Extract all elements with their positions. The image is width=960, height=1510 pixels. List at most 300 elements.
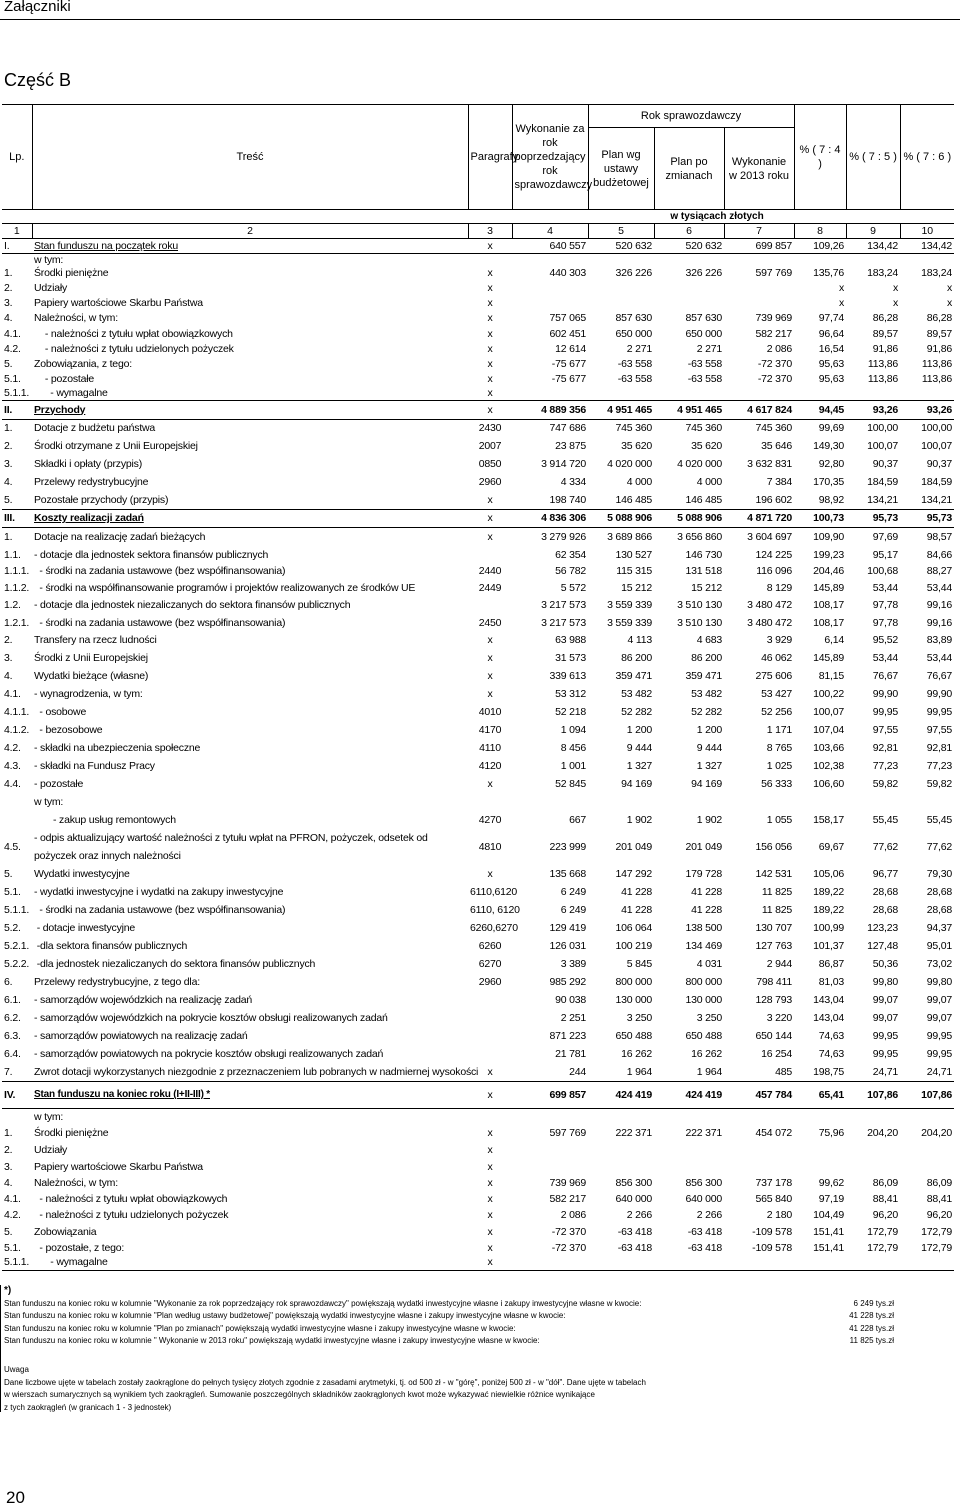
row-pct-7-6: 99,07 xyxy=(926,994,953,1006)
row-wykonanie-2013: 142 531 xyxy=(755,868,793,880)
row-text: - dotacje dla jednostek niezaliczanych do sektora finansów publicznych xyxy=(34,599,351,611)
row-wykonanie-2013: 457 784 xyxy=(724,1081,794,1108)
footnote-text: Stan funduszu na koniec roku w kolumnie "Plan po zmianach" powiększają wydatki inwestycyjne własne i zakupy inwestycyjne własne w kwocie: xyxy=(4,1323,516,1333)
row-pct-7-6: 59,82 xyxy=(926,778,953,790)
row-text: -dla sektora finansów publicznych xyxy=(34,940,188,952)
row-paragraf: 2450 xyxy=(478,616,502,629)
row-text: Zobowiązania xyxy=(34,1225,97,1238)
row-wykonanie-2013 xyxy=(724,254,794,267)
row-pct-7-5 xyxy=(846,1108,900,1125)
row-text: - pozostałe xyxy=(34,372,95,385)
row-text: - bezosobowe xyxy=(34,724,103,736)
row-pct-7-4 xyxy=(794,1158,846,1175)
row-wykonanie-2013: -109 578 xyxy=(752,1241,793,1254)
row-plan-zmianach: 179 728 xyxy=(685,868,722,880)
row-text: Wydatki bieżące (własne) xyxy=(34,670,149,682)
row-plan-zmianach xyxy=(654,793,724,811)
row-pct-7-6: 24,71 xyxy=(926,1065,953,1078)
row-plan-zmianach: 35 620 xyxy=(691,440,722,452)
row-wykonanie-2013 xyxy=(724,1141,794,1158)
column-number: 8 xyxy=(794,224,846,239)
row-text xyxy=(32,1081,468,1108)
row-pct-7-6: 204,20 xyxy=(921,1127,953,1139)
row-plan-zmianach: 745 360 xyxy=(685,422,722,435)
row-wykonanie-prev: 4 334 xyxy=(560,476,586,488)
row-wykonanie-2013: 3 929 xyxy=(766,634,793,646)
row-pct-7-4: 95,63 xyxy=(818,372,845,385)
row-pct-7-4: 86,87 xyxy=(818,958,845,970)
row-pct-7-6: 92,81 xyxy=(926,742,953,754)
row-wykonanie-prev: 198 740 xyxy=(549,493,586,506)
row-lp xyxy=(2,793,32,811)
row-lp: 6.2. xyxy=(4,1012,21,1024)
row-pct-7-6: 99,16 xyxy=(926,616,953,629)
row-wykonanie-prev: 12 614 xyxy=(555,342,586,355)
row-plan-zmianach xyxy=(654,1255,724,1270)
row-pct-7-5: 100,07 xyxy=(867,440,899,452)
row-paragraf xyxy=(468,1045,512,1063)
row-pct-7-5: 24,71 xyxy=(872,1065,899,1078)
row-lp xyxy=(2,254,32,267)
row-pct-7-4: 74,63 xyxy=(818,1030,845,1042)
row-pct-7-5: 183,24 xyxy=(867,267,899,279)
row-paragraf: x xyxy=(487,1225,493,1238)
row-plan-ustawy: 222 371 xyxy=(615,1127,652,1139)
row-plan-ustawy: 147 292 xyxy=(615,868,652,880)
row-plan-zmianach: 1 964 xyxy=(696,1065,722,1078)
row-paragraf: 4170 xyxy=(478,724,502,736)
footnote-bracket xyxy=(0,1285,1,1412)
row-lp: 6.4. xyxy=(4,1048,21,1060)
table-row xyxy=(2,239,954,254)
row-paragraf: 2007 xyxy=(478,440,502,452)
row-text: - samorządów wojewódzkich na realizację zadań xyxy=(34,994,253,1006)
row-wykonanie-2013: 1 055 xyxy=(766,814,793,826)
row-text: Udziały xyxy=(34,281,68,294)
row-paragraf: x xyxy=(487,327,493,340)
row-plan-zmianach: 5 088 906 xyxy=(654,509,724,527)
row-plan-zmianach: 857 630 xyxy=(685,312,722,324)
row-pct-7-5: 92,81 xyxy=(872,742,899,754)
row-pct-7-4: 199,23 xyxy=(813,548,845,561)
row-lp: 4. xyxy=(4,312,13,324)
row-paragraf: x xyxy=(487,386,493,399)
row-lp: 2. xyxy=(4,281,13,294)
row-lp: 6.1. xyxy=(4,994,21,1006)
row-paragraf: 4120 xyxy=(478,760,502,772)
row-text: - składki na Fundusz Pracy xyxy=(34,760,155,772)
header-plan-ustawy: Plan wg ustawy budżetowej xyxy=(588,128,654,210)
row-plan-zmianach: 53 482 xyxy=(691,688,722,700)
row-pct-7-4 xyxy=(794,1108,846,1125)
row-pct-7-6: 88,27 xyxy=(926,565,953,577)
row-pct-7-6: x xyxy=(946,296,953,309)
row-wykonanie-prev: 3 914 720 xyxy=(541,458,586,470)
row-pct-7-6: 99,07 xyxy=(926,1012,953,1024)
row-lp: II. xyxy=(2,400,32,419)
row-wykonanie-prev: 602 451 xyxy=(549,327,586,340)
row-plan-zmianach: 41 228 xyxy=(691,886,722,898)
row-text: - wymagalne xyxy=(34,386,108,399)
row-pct-7-6 xyxy=(900,1158,954,1175)
row-plan-zmianach: 650 488 xyxy=(685,1030,722,1042)
row-wykonanie-prev: 3 217 573 xyxy=(541,616,586,629)
row-plan-zmianach: 138 500 xyxy=(685,922,722,934)
header-paragrafy: Paragrafy xyxy=(468,105,512,210)
units-label: w tysiącach złotych xyxy=(670,211,764,222)
row-pct-7-4: 103,66 xyxy=(813,742,845,754)
row-plan-ustawy: 4 000 xyxy=(626,476,652,488)
row-wykonanie-prev: 31 573 xyxy=(555,652,586,664)
row-wykonanie-prev xyxy=(512,1255,588,1270)
table-row xyxy=(2,649,954,667)
row-text: - osobowe xyxy=(34,706,87,718)
row-wykonanie-prev: 63 988 xyxy=(555,634,586,646)
row-wykonanie-2013: 127 763 xyxy=(755,940,793,952)
row-paragraf: 2449 xyxy=(478,581,502,594)
row-plan-zmianach: -63 558 xyxy=(687,357,722,370)
row-wykonanie-2013: 3 220 xyxy=(766,1012,793,1024)
row-pct-7-6: 94,37 xyxy=(926,922,953,934)
table-row xyxy=(2,1045,954,1063)
row-pct-7-5: 97,78 xyxy=(872,599,899,611)
footnote-line xyxy=(4,1323,954,1336)
row-pct-7-6: 134,42 xyxy=(900,239,954,254)
row-lp: 4. xyxy=(4,1177,13,1189)
row-pct-7-5: 28,68 xyxy=(872,886,899,898)
row-text: Środki z Unii Europejskiej xyxy=(34,652,148,664)
row-pct-7-4: 158,17 xyxy=(813,814,845,826)
row-pct-7-4: 151,41 xyxy=(813,1241,845,1254)
row-wykonanie-2013: 3 480 472 xyxy=(747,616,793,629)
row-text: - pozostałe xyxy=(34,778,84,790)
row-plan-ustawy: 4 113 xyxy=(627,634,652,646)
row-wykonanie-prev: 640 557 xyxy=(512,239,588,254)
table-row xyxy=(2,955,954,973)
row-paragraf: x xyxy=(487,357,493,370)
row-wykonanie-prev: 597 769 xyxy=(549,1127,586,1139)
row-pct-7-6: 134,21 xyxy=(921,493,953,506)
row-paragraf: x xyxy=(487,778,493,790)
table-row xyxy=(2,371,954,386)
row-plan-ustawy xyxy=(588,1158,654,1175)
row-pct-7-5: 134,21 xyxy=(867,493,899,506)
row-text: Pozostałe przychody (przypis) xyxy=(34,493,169,506)
row-text: Środki pieniężne xyxy=(34,1127,109,1139)
table-row xyxy=(2,1009,954,1027)
row-pct-7-4: 151,41 xyxy=(813,1225,845,1238)
table-row xyxy=(2,775,954,793)
row-pct-7-5: 53,44 xyxy=(872,581,899,594)
table-row xyxy=(2,527,954,546)
table-row xyxy=(2,1141,954,1158)
column-number: 2 xyxy=(32,224,468,239)
row-wykonanie-prev: 56 782 xyxy=(555,565,586,577)
row-plan-ustawy: 52 282 xyxy=(621,706,652,718)
row-paragraf: x xyxy=(487,1127,493,1139)
table-row xyxy=(2,1240,954,1255)
row-wykonanie-prev: 739 969 xyxy=(549,1177,586,1189)
footnote-value: 11 825 tys.zł xyxy=(849,1336,894,1345)
row-plan-ustawy: 106 064 xyxy=(615,922,652,934)
row-pct-7-4: 97,19 xyxy=(818,1193,845,1205)
table-row xyxy=(2,919,954,937)
row-wykonanie-prev xyxy=(512,1108,588,1125)
row-pct-7-4: x xyxy=(838,281,845,294)
row-lp: 5.1.1. xyxy=(4,386,30,399)
row-pct-7-4 xyxy=(794,254,846,267)
row-pct-7-5: 113,86 xyxy=(867,357,899,370)
row-paragraf xyxy=(468,546,512,563)
row-lp: 6.3. xyxy=(4,1030,21,1042)
table-row xyxy=(2,1027,954,1045)
row-lp xyxy=(2,1108,32,1125)
row-lp: 3. xyxy=(4,652,13,664)
row-pct-7-6: 93,26 xyxy=(900,400,954,419)
row-pct-7-5: x xyxy=(892,281,899,294)
column-number: 4 xyxy=(512,224,588,239)
note-title: Uwaga xyxy=(4,1365,29,1374)
row-wykonanie-2013: 56 333 xyxy=(761,778,793,790)
row-pct-7-5: 90,37 xyxy=(872,458,899,470)
row-pct-7-5: 28,68 xyxy=(872,904,899,916)
row-wykonanie-prev: 3 279 926 xyxy=(541,530,586,543)
row-pct-7-6: 172,79 xyxy=(921,1225,953,1238)
table-row xyxy=(2,596,954,614)
row-paragraf xyxy=(468,596,512,614)
row-plan-zmianach: -63 418 xyxy=(687,1241,722,1254)
column-numbers-row xyxy=(2,224,954,239)
header-pct-7-4: % ( 7 : 4 ) xyxy=(794,105,846,210)
row-plan-ustawy: 53 482 xyxy=(621,688,652,700)
row-plan-ustawy xyxy=(588,1141,654,1158)
row-pct-7-4: 108,17 xyxy=(813,599,845,611)
row-pct-7-5: 99,95 xyxy=(872,706,899,718)
row-pct-7-6: 95,01 xyxy=(926,940,953,952)
row-wykonanie-2013: 8 765 xyxy=(766,742,793,754)
row-wykonanie-2013: 196 602 xyxy=(755,493,793,506)
row-text: Przelewy redystrybucyjne, z tego dla: xyxy=(34,976,200,988)
row-plan-zmianach: 201 049 xyxy=(685,841,722,853)
row-pct-7-6: 99,95 xyxy=(926,1048,953,1060)
row-pct-7-4: 104,49 xyxy=(813,1209,845,1221)
row-plan-zmianach: 86 200 xyxy=(691,652,722,664)
row-lp: 5.2. xyxy=(4,922,21,934)
row-plan-zmianach: 134 469 xyxy=(685,940,722,952)
row-pct-7-4: 109,90 xyxy=(813,530,845,543)
row-paragraf: x xyxy=(487,1160,493,1173)
row-text: Środki otrzymane z Unii Europejskiej xyxy=(34,440,198,452)
row-paragraf: x xyxy=(487,1177,493,1189)
row-plan-ustawy: 856 300 xyxy=(615,1177,652,1189)
table-row xyxy=(2,685,954,703)
row-wykonanie-prev: 6 249 xyxy=(560,886,586,898)
row-pct-7-6: 172,79 xyxy=(921,1241,953,1254)
row-pct-7-5: x xyxy=(892,296,899,309)
row-text: Wydatki inwestycyjne xyxy=(34,868,130,880)
row-pct-7-6: 83,89 xyxy=(926,634,953,646)
row-pct-7-6: 99,80 xyxy=(926,976,953,988)
row-plan-ustawy: -63 418 xyxy=(617,1241,652,1254)
row-wykonanie-prev: 2 251 xyxy=(560,1012,586,1024)
part-title: Część B xyxy=(4,70,72,90)
row-lp: 5.1. xyxy=(4,372,21,385)
row-wykonanie-2013: 565 840 xyxy=(755,1193,793,1205)
row-pct-7-5: 50,36 xyxy=(872,958,899,970)
row-plan-zmianach: 856 300 xyxy=(685,1177,722,1189)
row-pct-7-5: 107,86 xyxy=(846,1081,900,1108)
row-lp: 4.2. xyxy=(4,742,21,754)
row-pct-7-4: 101,37 xyxy=(813,940,845,952)
row-pct-7-6 xyxy=(900,793,954,811)
row-plan-ustawy: 2 271 xyxy=(626,342,652,355)
row-plan-ustawy xyxy=(588,793,654,811)
row-pct-7-5: 100,00 xyxy=(867,422,899,435)
row-text: - należności z tytułu udzielonych pożyczek xyxy=(34,1209,229,1221)
table-row xyxy=(2,266,954,280)
row-plan-ustawy: 146 485 xyxy=(615,493,652,506)
row-lp: 3. xyxy=(4,458,13,470)
row-lp: 3. xyxy=(4,1160,13,1173)
row-wykonanie-2013: 275 606 xyxy=(755,670,793,682)
row-lp: 4.5. xyxy=(4,841,21,853)
row-wykonanie-2013: 156 056 xyxy=(755,841,793,853)
row-plan-zmianach: 52 282 xyxy=(691,706,722,718)
row-text: - wynagrodzenia, w tym: xyxy=(34,688,143,700)
table-row xyxy=(2,721,954,739)
row-paragraf: x xyxy=(487,634,493,646)
row-wykonanie-prev: 6 249 xyxy=(560,904,586,916)
table-row xyxy=(2,703,954,721)
row-plan-ustawy: 745 360 xyxy=(615,422,652,435)
row-text: Środki pieniężne xyxy=(34,267,109,279)
row-plan-ustawy: 2 266 xyxy=(626,1209,652,1221)
row-pct-7-6: 91,86 xyxy=(926,342,953,355)
row-paragraf: x xyxy=(487,342,493,355)
row-pct-7-4: 16,54 xyxy=(818,342,845,355)
table-row xyxy=(2,280,954,295)
row-paragraf: x xyxy=(487,1193,493,1205)
row-wykonanie-2013: 650 144 xyxy=(755,1030,793,1042)
header-rok-sprawozdawczy: Rok sprawozdawczy xyxy=(588,105,794,128)
row-plan-zmianach: 359 471 xyxy=(685,670,722,682)
row-wykonanie-2013: 2 086 xyxy=(766,342,793,355)
row-lp: I. xyxy=(2,239,32,254)
row-pct-7-4: 6,14 xyxy=(824,634,845,646)
row-wykonanie-prev: 90 038 xyxy=(555,994,586,1006)
row-pct-7-5 xyxy=(846,1255,900,1270)
row-paragraf: 4810 xyxy=(478,841,502,853)
row-lp: 4.2. xyxy=(4,1209,21,1221)
row-wykonanie-prev xyxy=(512,793,588,811)
row-pct-7-6: 97,55 xyxy=(926,724,953,736)
row-text: -dla jednostek niezaliczanych do sektora finansów publicznych xyxy=(34,958,316,970)
row-plan-ustawy: -63 558 xyxy=(617,372,652,385)
table-row xyxy=(2,614,954,631)
row-wykonanie-2013: 7 384 xyxy=(766,476,793,488)
row-pct-7-4: 108,17 xyxy=(813,616,845,629)
row-wykonanie-prev: 21 781 xyxy=(555,1048,586,1060)
row-lp: 5.2.1. xyxy=(4,940,30,952)
row-pct-7-5: 172,79 xyxy=(867,1225,899,1238)
section-title: Stan funduszu na początek roku xyxy=(34,240,179,252)
table-row xyxy=(2,901,954,919)
column-number: 1 xyxy=(2,224,32,239)
row-pct-7-5 xyxy=(846,1141,900,1158)
row-plan-zmianach: 1 327 xyxy=(696,760,722,772)
row-wykonanie-2013: -109 578 xyxy=(752,1225,793,1238)
row-wykonanie-prev xyxy=(512,295,588,310)
row-text: - należności z tytułu wpłat obowiązkowych xyxy=(34,1193,228,1205)
row-plan-ustawy xyxy=(588,254,654,267)
row-pct-7-4: 69,67 xyxy=(818,841,845,853)
section-title: Koszty realizacji zadań xyxy=(34,512,144,524)
table-row xyxy=(2,793,954,811)
row-wykonanie-2013: 11 825 xyxy=(761,904,793,916)
row-pct-7-6: 77,23 xyxy=(926,760,953,772)
row-plan-zmianach: 41 228 xyxy=(691,904,722,916)
row-pct-7-6: 98,57 xyxy=(926,530,953,543)
row-wykonanie-prev: 667 xyxy=(569,814,586,826)
row-paragraf: x xyxy=(468,400,512,419)
row-lp: 4.3. xyxy=(4,760,21,772)
row-pct-7-6: 100,00 xyxy=(921,422,953,435)
row-plan-ustawy: 359 471 xyxy=(615,670,652,682)
row-pct-7-4: 96,64 xyxy=(818,327,845,340)
row-wykonanie-prev: 8 456 xyxy=(560,742,586,754)
row-pct-7-5: 95,17 xyxy=(872,548,899,561)
row-pct-7-4: 100,07 xyxy=(813,706,845,718)
header-pct-7-6: % ( 7 : 6 ) xyxy=(900,105,954,210)
row-pct-7-4: 75,96 xyxy=(818,1127,845,1139)
row-plan-ustawy xyxy=(588,295,654,310)
row-plan-ustawy: 650 488 xyxy=(615,1030,652,1042)
row-text: - wydatki inwestycyjne i wydatki na zakupy inwestycyjne xyxy=(34,886,284,898)
row-pct-7-4: 170,35 xyxy=(813,476,845,488)
row-lp: 1.1.2. xyxy=(4,581,30,594)
row-plan-ustawy: 35 620 xyxy=(621,440,652,452)
row-pct-7-5: 99,80 xyxy=(872,976,899,988)
row-paragraf: x xyxy=(468,1255,512,1270)
row-wykonanie-prev: 3 217 573 xyxy=(541,599,586,611)
row-pct-7-4: 145,89 xyxy=(813,581,845,594)
row-wykonanie-prev xyxy=(512,1158,588,1175)
row-pct-7-4: 143,04 xyxy=(813,994,845,1006)
row-pct-7-4: 109,26 xyxy=(794,239,846,254)
row-pct-7-4: 102,38 xyxy=(813,760,845,772)
row-lp: 5. xyxy=(4,493,13,506)
table-row xyxy=(2,491,954,509)
row-plan-zmianach xyxy=(654,295,724,310)
row-pct-7-6: 53,44 xyxy=(926,581,953,594)
row-pct-7-4: 106,60 xyxy=(813,778,845,790)
row-plan-zmianach: 3 510 130 xyxy=(677,616,722,629)
row-wykonanie-prev: 223 999 xyxy=(549,841,586,853)
row-plan-ustawy: 3 250 xyxy=(626,1012,652,1024)
row-lp: 3. xyxy=(4,296,13,309)
row-pct-7-6: 107,86 xyxy=(900,1081,954,1108)
row-pct-7-5: 77,23 xyxy=(872,760,899,772)
table-row xyxy=(2,563,954,579)
row-pct-7-5: 123,23 xyxy=(867,922,899,934)
row-pct-7-5: 204,20 xyxy=(867,1127,899,1139)
row-lp: 5. xyxy=(4,868,13,880)
row-pct-7-5: 99,07 xyxy=(872,1012,899,1024)
row-plan-ustawy: 201 049 xyxy=(615,841,652,853)
row-wykonanie-2013: 3 632 831 xyxy=(747,458,793,470)
row-plan-ustawy: 3 689 866 xyxy=(607,530,652,543)
row-wykonanie-prev: -75 677 xyxy=(551,357,586,370)
